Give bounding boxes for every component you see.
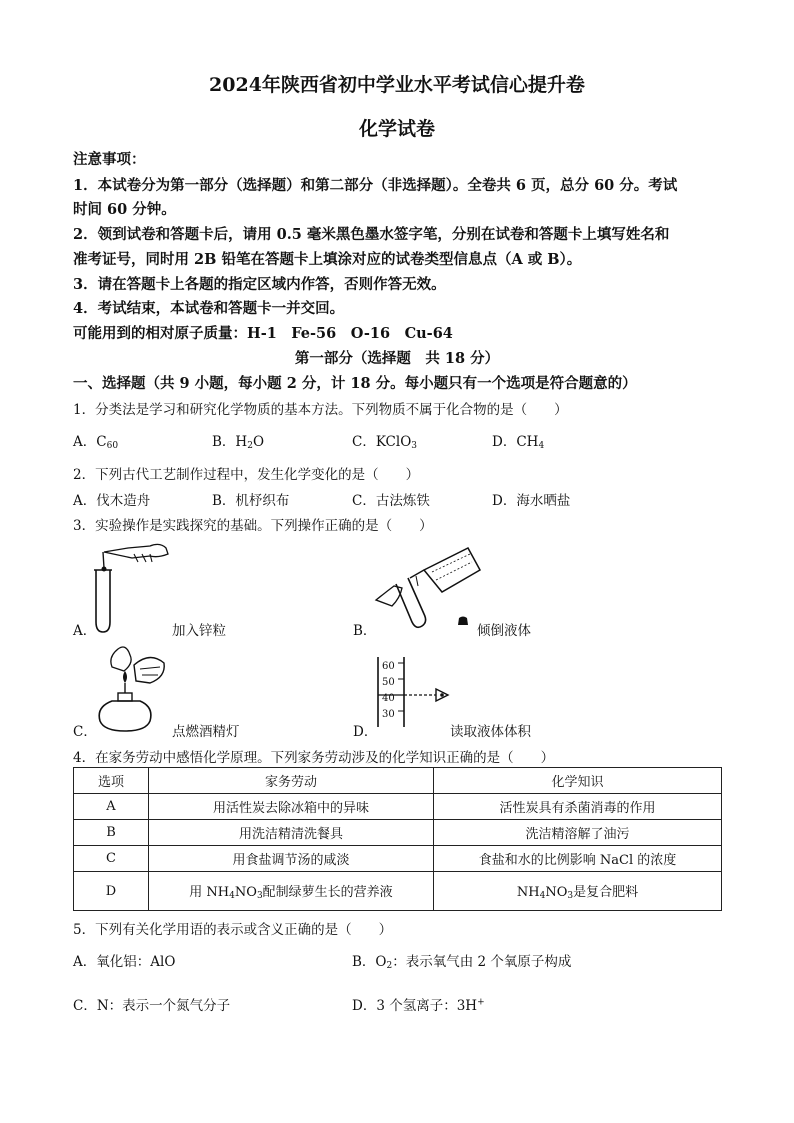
notice-item-1-line-2: 时间 60 分钟。 [73, 201, 176, 218]
q1-option-a: A．$C_{60}$ [73, 434, 119, 451]
table-cell: 用 $NH_4NO_3$配制绿萝生长的营养液 [149, 872, 434, 911]
q2-option-c: C．古法炼铁 [352, 493, 430, 509]
exam-subtitle: 化学试卷 [358, 118, 435, 140]
q3-option-c-label: 点燃酒精灯 [172, 724, 240, 740]
cylinder-tick-60: 60 [382, 661, 395, 672]
table-cell: 洗洁精溶解了油污 [434, 820, 722, 846]
table-row [74, 820, 722, 846]
notice-item-3: 3．请在答题卡上各题的指定区域内作答，否则作答无效。 [73, 276, 446, 293]
table-row [74, 794, 722, 820]
q2-option-d: D．海水晒盐 [492, 493, 571, 509]
q5-option-d: D．3 个氢离子：3H+ [352, 997, 485, 1014]
notice-item-4: 4．考试结束，本试卷和答题卡一并交回。 [73, 300, 345, 317]
exam-title: 2024年陕西省初中学业水平考试信心提升卷 [209, 74, 585, 96]
question-3-stem: 3．实验操作是实践探究的基础。下列操作正确的是（ ） [73, 518, 433, 534]
question-2-stem: 2．下列古代工艺制作过程中，发生化学变化的是（ ） [73, 467, 420, 483]
question-4-table [73, 767, 722, 911]
table-header-cell: 选项 [74, 768, 149, 794]
table-header-cell: 家务劳动 [149, 768, 434, 794]
table-cell: 食盐和水的比例影响 NaCl 的浓度 [434, 846, 722, 872]
q5-option-b: B．$O_2$：表示氧气由 2 个氧原子构成 [352, 954, 572, 971]
table-cell: A [74, 794, 149, 820]
q1-option-b: B．$H_2O$ [212, 434, 265, 451]
q3-option-b-label: 倾倒液体 [477, 623, 531, 639]
cylinder-tick-40: 40 [382, 693, 395, 704]
q3-option-d-label: 读取液体体积 [450, 724, 531, 740]
table-row [74, 872, 722, 911]
table-cell: 活性炭具有杀菌消毒的作用 [434, 794, 722, 820]
q3-option-a-label: 加入锌粒 [172, 623, 226, 639]
notice-item-2-line-1: 2．领到试卷和答题卡后，请用 0.5 毫米黑色墨水签字笔，分别在试卷和答题卡上填写姓名和 [73, 226, 670, 243]
question-1-stem: 1．分类法是学习和研究化学物质的基本方法。下列物质不属于化合物的是（ ） [73, 402, 568, 418]
cylinder-tick-30: 30 [382, 709, 395, 720]
table-row [74, 846, 722, 872]
table-cell: 用食盐调节汤的咸淡 [149, 846, 434, 872]
cylinder-tick-50: 50 [382, 677, 395, 688]
test-tube-zinc-figure [88, 540, 178, 635]
alcohol-lamp-figure [90, 643, 170, 738]
table-header-row [74, 768, 722, 794]
section-heading: 一、选择题（共 9 小题，每小题 2 分，计 18 分。每小题只有一个选项是符合题意的） [73, 375, 637, 392]
table-cell: C [74, 846, 149, 872]
atomic-mass-line: 可能用到的相对原子质量：H-1 Fe-56 O-16 Cu-64 [73, 325, 453, 342]
notice-item-1-line-1: 1．本试卷分为第一部分（选择题）和第二部分（非选择题）。全卷共 6 页，总分 60 分。考试 [73, 177, 678, 194]
question-5-stem: 5．下列有关化学用语的表示或含义正确的是（ ） [73, 922, 393, 938]
table-cell: $NH_4NO_3$是复合肥料 [434, 872, 722, 911]
q3-option-c-letter: C． [73, 724, 97, 740]
table-cell: 用活性炭去除冰箱中的异味 [149, 794, 434, 820]
q3-option-a-letter: A． [73, 623, 97, 639]
table-cell: D [74, 872, 149, 911]
q1-option-d: D．$CH_4$ [492, 434, 545, 451]
question-4-stem: 4．在家务劳动中感悟化学原理。下列家务劳动涉及的化学知识正确的是（ ） [73, 750, 555, 766]
notice-item-2-line-2: 准考证号，同时用 2B 铅笔在答题卡上填涂对应的试卷类型信息点（A 或 B）。 [73, 251, 582, 268]
table-cell: 用洗洁精清洗餐具 [149, 820, 434, 846]
notice-heading: 注意事项： [73, 151, 146, 168]
part1-heading: 第一部分（选择题 共 18 分） [294, 350, 500, 367]
q2-option-b: B．机杼织布 [212, 493, 290, 509]
q3-option-b-letter: B． [353, 623, 377, 639]
q5-option-a: A．氧化铝：AlO [73, 954, 176, 970]
q2-option-a: A．伐木造舟 [73, 493, 151, 509]
q5-option-c: C．N：表示一个氮气分子 [73, 998, 231, 1014]
table-cell: B [74, 820, 149, 846]
q1-option-c: C．KClO$_3$ [352, 434, 418, 451]
table-header-cell: 化学知识 [434, 768, 722, 794]
bottle-stopper-icon [456, 615, 470, 627]
q3-option-d-letter: D． [353, 724, 378, 740]
